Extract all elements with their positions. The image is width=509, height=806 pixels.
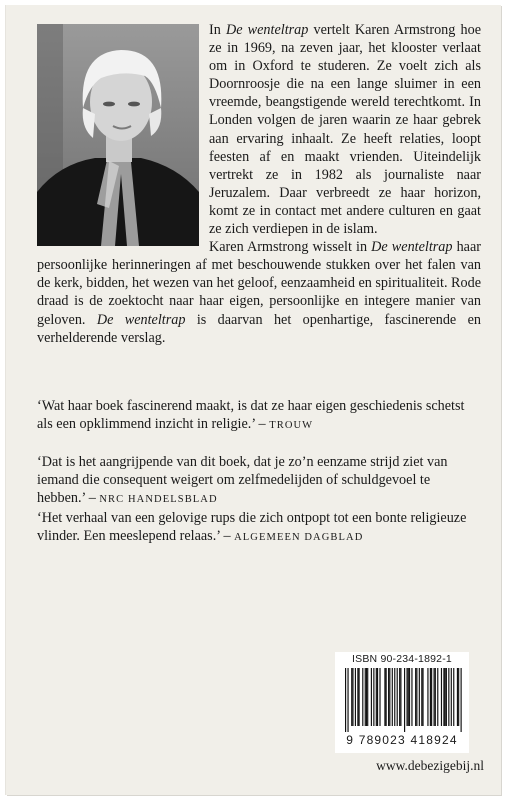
isbn-number: ISBN 90-234-1892-1 — [352, 653, 452, 665]
review-quote-trouw: ‘Wat haar boek fascinerend maakt, is dat ze haar eigen geschiedenis schetst als een opklimmend inzicht in religie.’ – TROUW — [37, 398, 465, 433]
ean-number: 9 789023 418924 — [346, 733, 458, 747]
photo-spacer — [37, 21, 209, 251]
barcode-label — [335, 652, 469, 753]
barcode-image — [345, 668, 463, 732]
description-paragraph-2: Karen Armstrong wisselt in De wenteltrap haar persoonlijke herinneringen af met beschouwende stukken over het falen van de kerk, bidden, het wezen van het geloof, eenzaamheid en spiritualiteit. Rode draad is de zoektocht naar haar eigen, persoonlijke en integere manier van geloven. De wenteltrap is daarvan het openhartige, fascinerende en verhelderende verslag. — [37, 239, 482, 346]
publisher-website: www.debezigebij.nl — [376, 758, 484, 773]
book-description — [37, 21, 481, 347]
description-paragraph-1: In De wenteltrap vertelt Karen Armstrong hoe ze in 1969, na zeven jaar, het klooster verlaat om in Oxford te studeren. Ze voelt zich als Doornroosje die na een lange sluimer in een vreemde, beangstigende wereld terechtkomt. In Londen volgen de jaren waarin ze haar gebrek aan ervaring inhaalt. Ze heeft relaties, loopt feesten af en maakt vrienden. Uiteindelijk vertrekt ze in 1982 als journaliste naar Jeruzalem. Daar verbreedt ze haar horizon, komt ze in contact met andere culturen en gaat ze zich verdiepen in de islam. — [209, 22, 481, 238]
review-quote-nrc: ‘Dat is het aangrijpende van dit boek, dat je zo’n eenzame strijd ziet van iemand die consequent weigert om zelfmedelijden of schuldgevoel te hebben.’ – NRC HANDELSBLAD — [37, 454, 448, 507]
review-quote-ad: ‘Het verhaal van een gelovige rups die zich ontpopt tot een bonte religieuze vlinder. Een meeslepend relaas.’ – ALGEMEEN DAGBLAD — [37, 510, 467, 545]
book-back-cover — [6, 5, 501, 795]
